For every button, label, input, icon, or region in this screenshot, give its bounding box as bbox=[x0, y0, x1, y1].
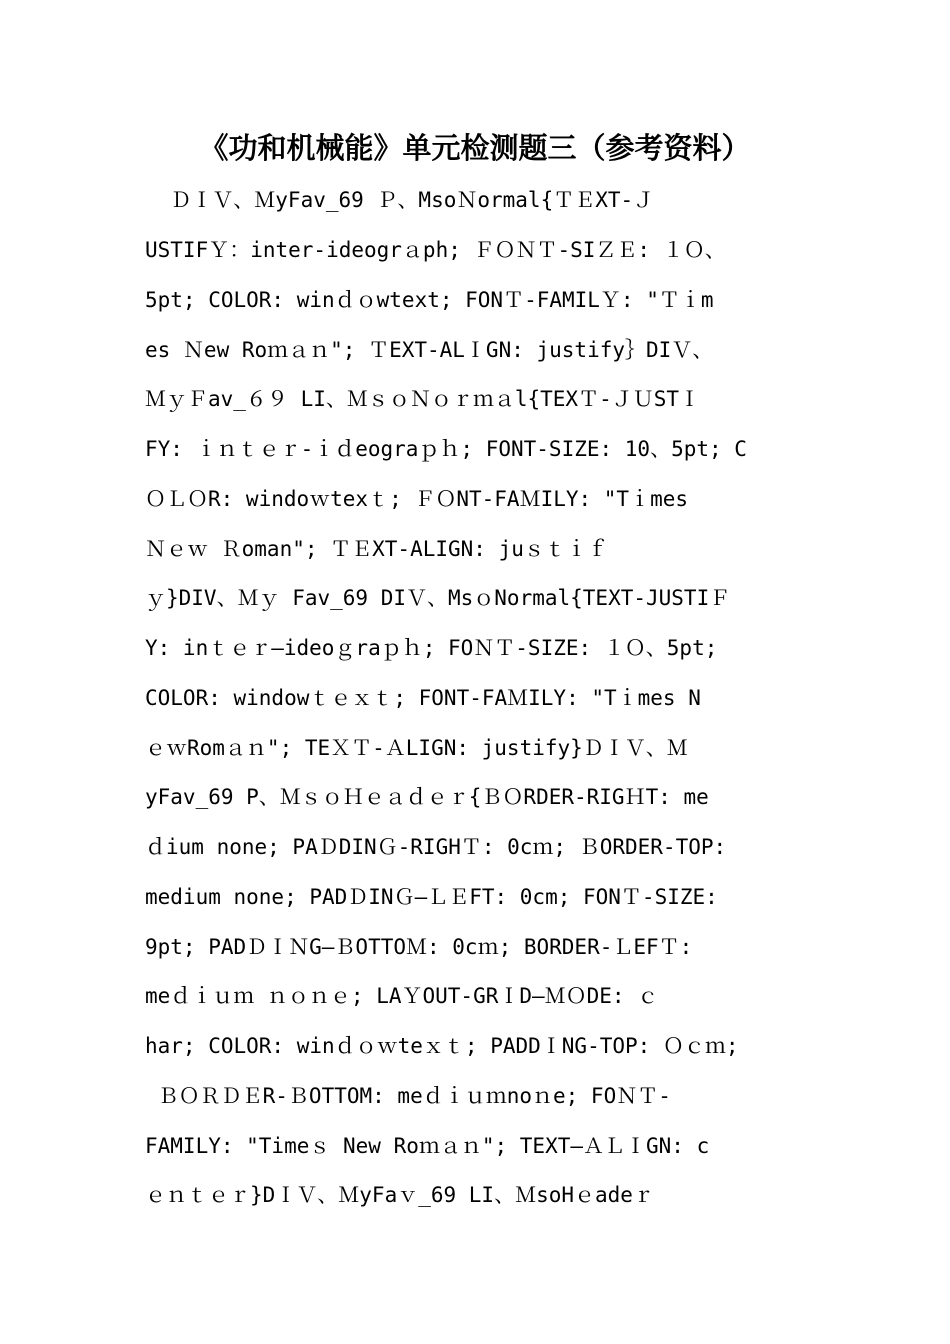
body-text-line: es Ｎew Roｍａｎ"; ＴEXT-ALＩGN: justify｝DIＶ、 bbox=[145, 338, 714, 362]
body-text-line: COLOR: windowｔｅｘｔ; FONT-FAＭILY: "Tｉmes N bbox=[145, 686, 701, 710]
body-text-line: 5pt; COLOR: winｄｏwtext; FONＴ-FAMILＹ: "Ｔｉm bbox=[145, 288, 714, 312]
document-title: 《功和机械能》单元检测题三（参考资料） bbox=[199, 131, 751, 165]
body-text-line: FY: ｉｎｔｅｒ-ｉｄeograｐｈ; FONT-SIZE: 10、5pt; C bbox=[145, 437, 747, 461]
body-text-line: ｙ}DIV、Ｍｙ Fav_69 DIＶ、MsｏNormal{TEXT-JUSTIＦ bbox=[145, 586, 731, 610]
body-text-line: ＢＯＲＤＥR-ＢOTTOM: meｄｉｕｍnoｎe; FOＮＴ- bbox=[145, 1084, 671, 1108]
body-text-line: meｄｉｕｍ ｎｏｎｅ; LAＹOUT-GRＩD—ＭＯDE: ｃ bbox=[145, 984, 659, 1008]
body-text-line: ＯＬＯR: windoｗtexｔ; ＦＯNT-FAＭILY: "Tｉmes bbox=[145, 487, 689, 511]
body-text-line: medium none; PADＤINＧ—ＬＥFT: 0cm; FONＴ-SIZE: bbox=[145, 885, 718, 909]
body-text-line: har; COLOR: winｄｏｗteｘｔ; PADDＩNG-TOP: Ｏｃｍ; bbox=[145, 1034, 739, 1058]
body-text-line: FAMILY: "Timeｓ New Roｍａｎ"; TEXT—ＡＬＩGN: c bbox=[145, 1134, 710, 1158]
body-text-line: ＤＩＶ、ＭyFav_69 Ｐ、MsoＮormal{ＴＥXT-Ｊ bbox=[145, 188, 655, 212]
body-text-line: ｄium none; PAＤDINＧ-RIGHＴ: 0cｍ; ＢORDER-TOP: bbox=[145, 835, 727, 859]
body-text-line: yFav_69 P、ＭｓｏＨｅａｄｅｒ{ＢＯRDER-RIGＨT: me bbox=[145, 785, 709, 809]
body-text-line: ｅｎｔｅｒ}DＩＶ、ＭyFaｖ_69 LI、ＭsoHｅadeｒ bbox=[145, 1183, 654, 1207]
body-text-line: USTIFＹ：inter-ideogrａph; ＦＯＮＴ-SIＺＥ: １Ｏ、 bbox=[145, 238, 726, 262]
body-text-line: Ｎｅｗ Ｒoman"; ＴＥXT-ALIGN: juｓｔｉｆ bbox=[145, 537, 608, 561]
body-text-line: ＭｙＦav_６９ LI、ＭｓｏＮｏｒｍａl{TEXＴ-ＪＵSTＩ bbox=[145, 387, 701, 411]
body-text-line: Y: inｔｅｒ—ideoｇraｐｈ; FOＮＴ-SIZE: １Ｏ、5pt; bbox=[145, 636, 718, 660]
body-text-line: ｅｗRomａｎ"; TEＸＴ-ＡLIGN: justify}ＤＩＶ、Ｍ bbox=[145, 736, 688, 760]
body-text-line: 9pt; PADＤＩＮG—ＢOTTOＭ: 0cｍ; BORDER-ＬEFＴ: bbox=[145, 935, 693, 959]
